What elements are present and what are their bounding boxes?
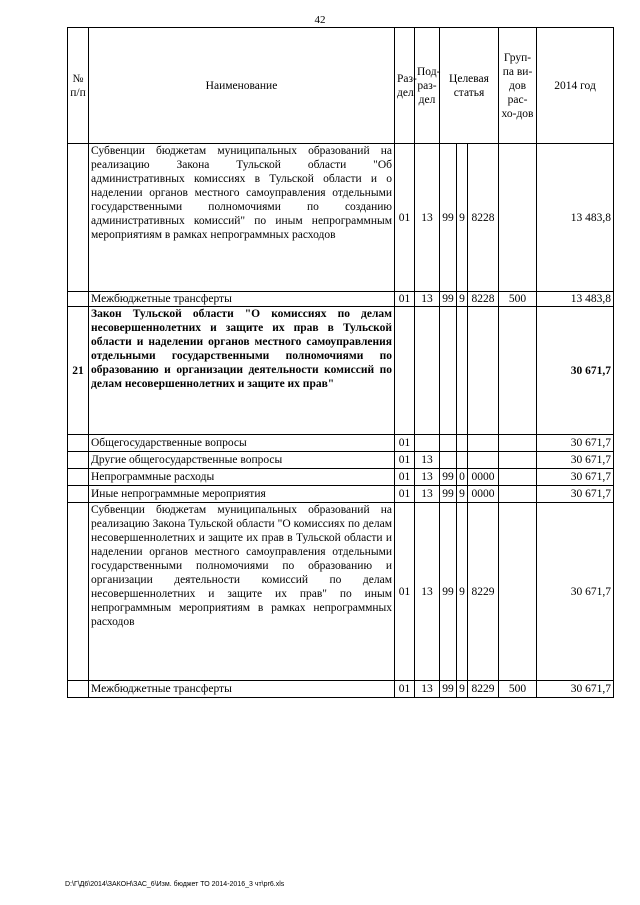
row-num: [68, 469, 89, 486]
row-ts1: [440, 307, 457, 435]
row-ts2: [457, 307, 468, 435]
row-group: [499, 144, 537, 292]
table-row: [68, 469, 614, 486]
row-ts3: 0000: [468, 469, 499, 486]
row-ts3: [468, 435, 499, 452]
row-amount: 30 671,7: [537, 469, 614, 486]
row-ts1: 99: [440, 503, 457, 681]
row-ts3: 8229: [468, 503, 499, 681]
row-group: [499, 469, 537, 486]
row-name: Иные непрограммные мероприятия: [89, 486, 395, 503]
row-ts3: 8228: [468, 144, 499, 292]
row-name: Межбюджетные трансферты: [89, 681, 395, 698]
table-header-row: [68, 28, 614, 144]
file-path-footer: D:\Г\Д6\2014\ЗАКОН\ЗАС_6\Изм. бюджет ТО 2014-2016_3 чт\pr6.xls: [65, 881, 285, 888]
row-group: 500: [499, 292, 537, 307]
row-podrazdel: [415, 435, 440, 452]
row-amount: 30 671,7: [537, 307, 614, 435]
row-group: [499, 486, 537, 503]
row-num: [68, 681, 89, 698]
row-ts1: 99: [440, 486, 457, 503]
row-razdel: 01: [395, 486, 415, 503]
row-razdel: 01: [395, 503, 415, 681]
row-ts2: 0: [457, 469, 468, 486]
row-group: [499, 452, 537, 469]
row-ts3: [468, 307, 499, 435]
row-name: Субвенции бюджетам муниципальных образований на реализацию Закона Тульской области "О комиссиях по делам несовершеннолетних и защите их прав в Тульской области и наделении органов местного самоуправления отдельными государственными полномочиями по образованию и организации деятельности комиссий по делам несовершеннолетних и защите их прав" по иным непрограммным мероприятиям в рамках непрограммных расходов: [89, 503, 395, 681]
row-ts3: 0000: [468, 486, 499, 503]
row-ts2: [457, 435, 468, 452]
header-podrazdel: Под-раз-дел: [415, 28, 440, 144]
row-ts3: [468, 452, 499, 469]
row-num: [68, 144, 89, 292]
row-razdel: 01: [395, 435, 415, 452]
table-row: [68, 292, 614, 307]
row-razdel: 01: [395, 469, 415, 486]
row-name: Межбюджетные трансферты: [89, 292, 395, 307]
row-amount: 13 483,8: [537, 144, 614, 292]
table-row: [68, 452, 614, 469]
row-razdel: 01: [395, 144, 415, 292]
row-ts2: 9: [457, 503, 468, 681]
row-ts2: 9: [457, 292, 468, 307]
row-podrazdel: 13: [415, 503, 440, 681]
row-num: [68, 292, 89, 307]
row-amount: 30 671,7: [537, 435, 614, 452]
row-ts3: 8229: [468, 681, 499, 698]
row-num: [68, 452, 89, 469]
row-ts3: 8228: [468, 292, 499, 307]
row-num: 21: [68, 307, 89, 435]
row-ts1: 99: [440, 144, 457, 292]
table-row: [68, 307, 614, 435]
row-name: Субвенции бюджетам муниципальных образований на реализацию Закона Тульской области "Об административных комиссиях в Тульской области и о наделении органов местного самоуправления отдельными государственными полномочиями по созданию административных комиссий" по иным непрограммным мероприятиям в рамках непрограммных расходов: [89, 144, 395, 292]
row-amount: 30 671,7: [537, 452, 614, 469]
row-razdel: 01: [395, 681, 415, 698]
header-num: № п/п: [68, 28, 89, 144]
row-group: [499, 307, 537, 435]
row-group: [499, 503, 537, 681]
row-ts1: 99: [440, 469, 457, 486]
row-num: [68, 435, 89, 452]
row-amount: 30 671,7: [537, 681, 614, 698]
row-razdel: 01: [395, 452, 415, 469]
page-number: 42: [314, 14, 326, 26]
row-num: [68, 486, 89, 503]
row-ts2: 9: [457, 486, 468, 503]
row-ts2: 9: [457, 144, 468, 292]
row-ts2: [457, 452, 468, 469]
row-name: Другие общегосударственные вопросы: [89, 452, 395, 469]
row-name: Закон Тульской области "О комиссиях по делам несовершеннолетних и защите их прав в Тульской области и наделении органов местного самоуправления отдельными государственными полномочиями по образованию и организации деятельности комиссий по делам несовершеннолетних и защите их прав": [89, 307, 395, 435]
row-ts2: 9: [457, 681, 468, 698]
row-ts1: [440, 435, 457, 452]
table-row: [68, 681, 614, 698]
row-podrazdel: [415, 307, 440, 435]
row-podrazdel: 13: [415, 144, 440, 292]
row-podrazdel: 13: [415, 452, 440, 469]
header-group: Груп-па ви-дов рас-хо-дов: [499, 28, 537, 144]
row-podrazdel: 13: [415, 681, 440, 698]
header-razdel: Раз-дел: [395, 28, 415, 144]
table-row: [68, 503, 614, 681]
row-amount: 13 483,8: [537, 292, 614, 307]
row-amount: 30 671,7: [537, 503, 614, 681]
header-year: 2014 год: [537, 28, 614, 144]
row-name: Общегосударственные вопросы: [89, 435, 395, 452]
row-num: [68, 503, 89, 681]
row-podrazdel: 13: [415, 292, 440, 307]
row-razdel: [395, 307, 415, 435]
row-ts1: [440, 452, 457, 469]
table-row: [68, 435, 614, 452]
row-ts1: 99: [440, 292, 457, 307]
budget-table: [67, 27, 614, 698]
table-row: [68, 144, 614, 292]
row-amount: 30 671,7: [537, 486, 614, 503]
row-podrazdel: 13: [415, 469, 440, 486]
row-podrazdel: 13: [415, 486, 440, 503]
row-ts1: 99: [440, 681, 457, 698]
row-group: [499, 435, 537, 452]
header-name: Наименование: [89, 28, 395, 144]
row-group: 500: [499, 681, 537, 698]
row-razdel: 01: [395, 292, 415, 307]
table-row: [68, 486, 614, 503]
header-target: Целевая статья: [440, 28, 499, 144]
row-name: Непрограммные расходы: [89, 469, 395, 486]
